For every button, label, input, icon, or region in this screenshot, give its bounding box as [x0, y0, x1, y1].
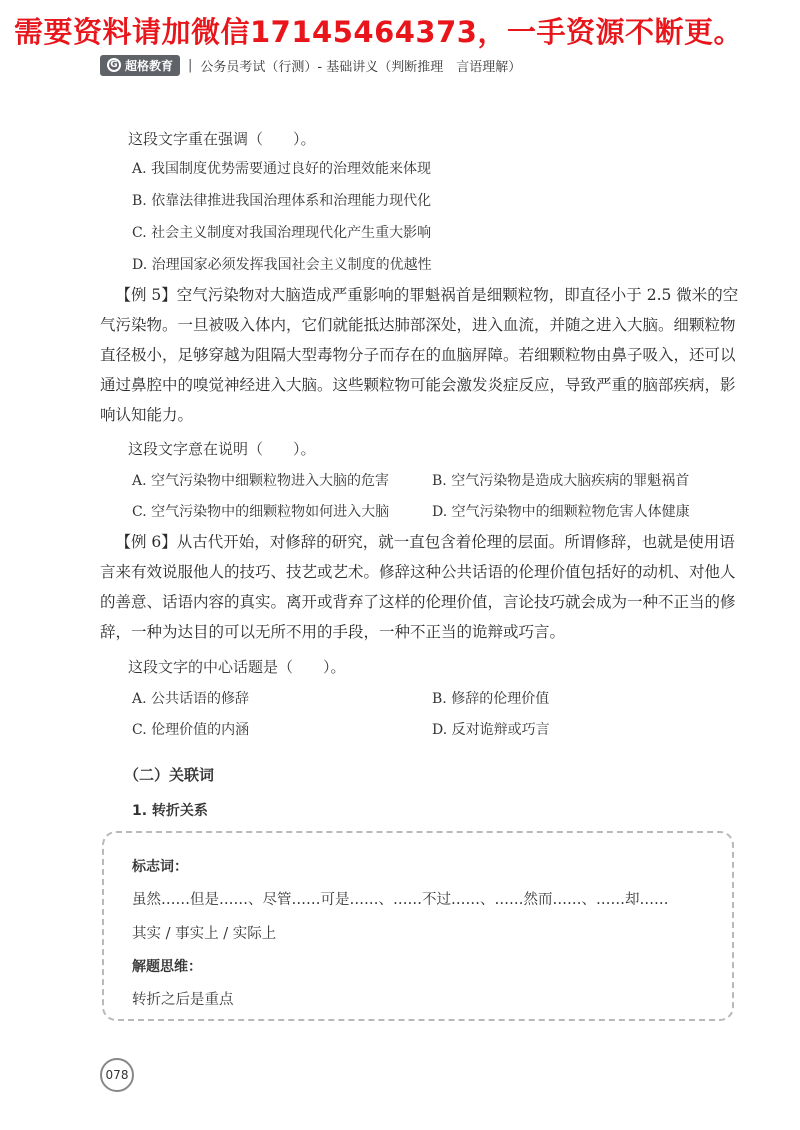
option-a: A. 空气污染物中细颗粒物进入大脑的危害	[132, 473, 390, 489]
header-separator: |	[188, 57, 193, 73]
header-title: 公务员考试（行测）- 基础讲义（判断推理 言语理解）	[200, 59, 522, 75]
question-prompt: 这段文字意在说明（ ）。	[128, 440, 316, 458]
box-keywords-line1: 虽然……但是……、尽管……可是……、……不过……、……然而……、……却……	[132, 892, 669, 908]
logo-g-icon: G	[107, 58, 121, 72]
option-b: B. 空气污染物是造成大脑疾病的罪魁祸首	[432, 473, 690, 489]
option-d: D. 治理国家必须发挥我国社会主义制度的优越性	[132, 257, 432, 273]
option-c: C. 空气污染物中的细颗粒物如何进入大脑	[132, 504, 390, 520]
section-title: （二）关联词	[124, 766, 215, 784]
option-d: D. 空气污染物中的细颗粒物危害人体健康	[432, 504, 690, 520]
page-header	[100, 54, 521, 76]
option-c: C. 社会主义制度对我国治理现代化产生重大影响	[132, 225, 432, 241]
option-b: B. 依靠法律推进我国治理体系和治理能力现代化	[132, 193, 432, 209]
option-a: A. 我国制度优势需要通过良好的治理效能来体现	[132, 161, 432, 177]
option-a: A. 公共话语的修辞	[132, 691, 250, 707]
box-label-thinking: 解题思维：	[132, 959, 202, 975]
option-b: B. 修辞的伦理价值	[432, 691, 550, 707]
logo-text: 超格教育	[125, 58, 174, 73]
box-thinking-line: 转折之后是重点	[132, 992, 234, 1008]
box-keywords-line2: 其实 / 事实上 / 实际上	[132, 926, 277, 942]
box-label-keywords: 标志词：	[132, 859, 188, 875]
subsection-title: 1. 转折关系	[132, 803, 208, 819]
question-prompt: 这段文字重在强调（ ）。	[128, 130, 316, 148]
question-prompt: 这段文字的中心话题是（ ）。	[128, 658, 346, 676]
example-6-passage: 【例 6】从古代开始，对修辞的研究，就一直包含着伦理的层面。所谓修辞，也就是使用语言来有效说服他人的技巧、技艺或艺术。修辞这种公共话语的伦理价值包括好的动机、对他人的善意、话语内容的真实。离开或背弃了这样的伦理价值，言论技巧就会成为一种不正当的修辞，一种为达目的可以无所不用的手段，一种不正当的诡辩或巧言。	[100, 533, 736, 641]
brand-logo	[100, 55, 180, 76]
option-d: D. 反对诡辩或巧言	[432, 722, 550, 738]
example-5-passage: 【例 5】空气污染物对大脑造成严重影响的罪魁祸首是细颗粒物，即直径小于 2.5 微米的空气污染物。一旦被吸入体内，它们就能抵达肺部深处，进入血流，并随之进入大脑。细颗粒物直径极小，足够穿越为阻隔大型毒物分子而存在的血脑屏障。若细颗粒物由鼻子吸入，还可以通过鼻腔中的嗅觉神经进入大脑。这些颗粒物可能会激发炎症反应，导致严重的脑部疾病，影响认知能力。	[100, 286, 739, 424]
watermark-banner: 需要资料请加微信17145464373，一手资源不断更。	[14, 15, 743, 49]
option-c: C. 伦理价值的内涵	[132, 722, 250, 738]
page-number: 078	[100, 1058, 134, 1092]
